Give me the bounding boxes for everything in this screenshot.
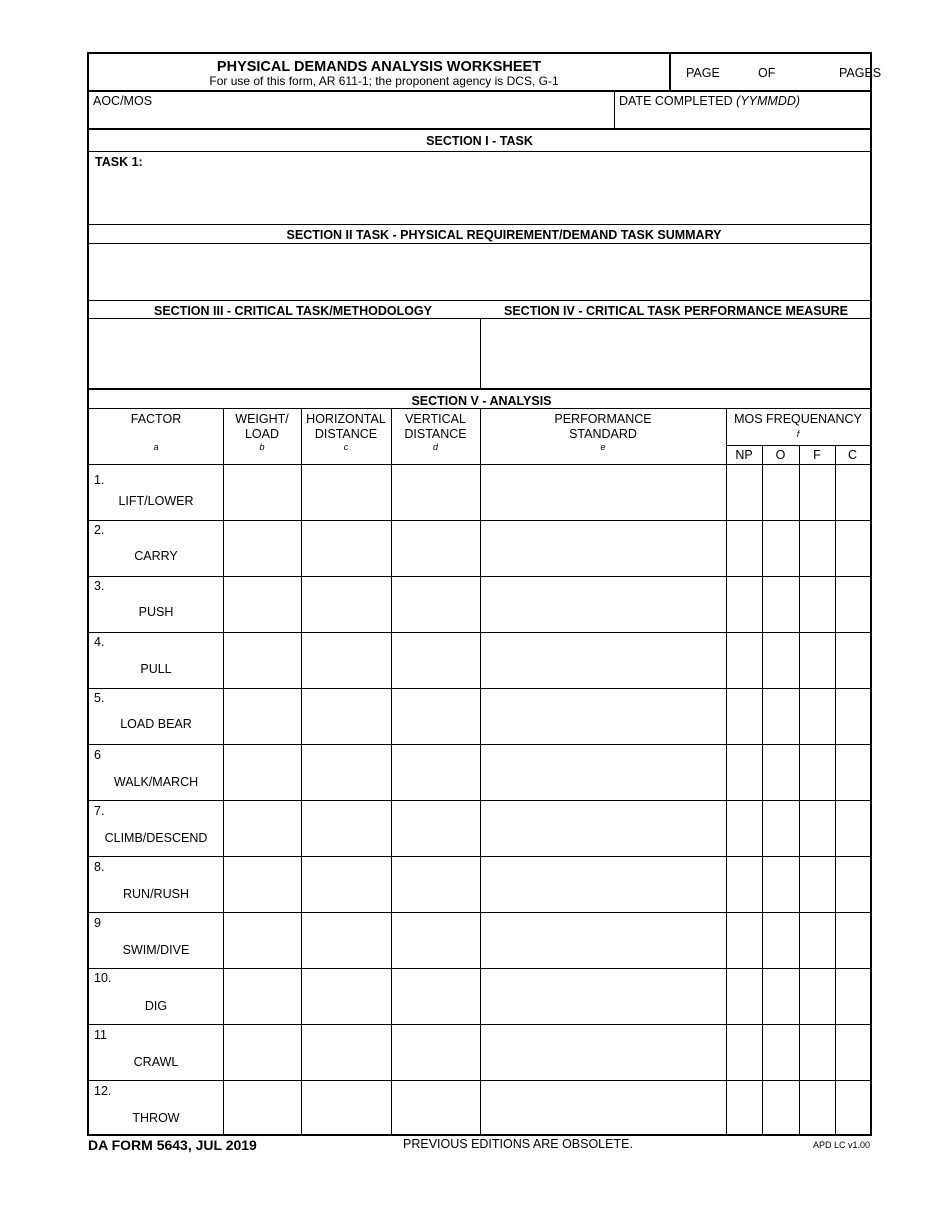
weight-letter: b <box>259 442 265 452</box>
o-header: O <box>775 448 786 462</box>
table-row <box>89 800 870 856</box>
page-label: PAGE <box>686 66 720 80</box>
weight-header <box>223 412 301 442</box>
horizontal-header-line2: DISTANCE <box>314 427 378 441</box>
table-row <box>89 968 870 1024</box>
table-row <box>89 688 870 744</box>
frequency-letter: f <box>796 429 800 439</box>
vertical-header <box>391 412 480 442</box>
form-subtitle: For use of this form, AR 611-1; the proponent agency is DCS, G-1 <box>209 74 559 88</box>
task-1-input[interactable] <box>149 154 864 172</box>
page-number-input[interactable] <box>725 62 755 82</box>
row-number: 4. <box>94 635 105 649</box>
section-4-title: SECTION IV - CRITICAL TASK PERFORMANCE MEASURE <box>504 304 848 318</box>
f-c-divider-header <box>835 445 836 464</box>
row-number: 3. <box>94 579 105 593</box>
weight-header-line1: WEIGHT/ <box>235 412 289 426</box>
factor-header: FACTOR <box>130 412 182 426</box>
task-summary-area[interactable] <box>93 248 866 296</box>
editions-notice: PREVIOUS EDITIONS ARE OBSOLETE. <box>403 1137 633 1151</box>
table-row <box>89 520 870 576</box>
form-title: PHYSICAL DEMANDS ANALYSIS WORKSHEET <box>216 59 542 75</box>
header-rule <box>89 90 870 92</box>
horizontal-header-line1: HORIZONTAL <box>306 412 386 426</box>
date-completed-input[interactable] <box>619 109 864 127</box>
worksheet-form <box>87 52 882 1136</box>
row-factor: LIFT/LOWER <box>118 494 194 508</box>
row-number: 8. <box>94 860 105 874</box>
vertical-letter: d <box>432 442 438 452</box>
analysis-rows <box>89 464 870 1136</box>
row-number: 9 <box>94 916 101 930</box>
aoc-date-divider <box>614 90 615 128</box>
table-row <box>89 1080 870 1136</box>
task-1-label: TASK 1: <box>95 155 143 169</box>
date-completed-label-wrap <box>619 94 800 108</box>
performance-header-line1: PERFORMANCE <box>554 412 652 426</box>
of-label: OF <box>758 66 776 80</box>
performance-header-line2: STANDARD <box>569 427 637 441</box>
total-pages-input[interactable] <box>779 62 829 82</box>
row-factor: CARRY <box>134 549 178 563</box>
header-divider <box>669 54 671 90</box>
row-factor: LOAD BEAR <box>120 717 192 731</box>
row-number: 5. <box>94 691 105 705</box>
aoc-rule <box>89 128 870 130</box>
row-factor: SWIM/DIVE <box>122 943 190 957</box>
row-factor: DIG <box>144 999 168 1013</box>
row-factor: CRAWL <box>133 1055 179 1069</box>
row-number: 10. <box>94 971 112 985</box>
section-3-top-rule <box>89 300 870 301</box>
row-number: 12. <box>94 1084 112 1098</box>
np-header: NP <box>735 448 753 462</box>
table-row <box>89 464 870 520</box>
factor-letter: a <box>153 442 159 452</box>
horizontal-letter: c <box>343 442 349 452</box>
section-2-top-rule <box>89 224 870 225</box>
row-factor: RUN/RUSH <box>123 887 189 901</box>
pages-label: PAGES <box>839 66 882 80</box>
row-number: 2. <box>94 523 105 537</box>
o-f-divider-header <box>799 445 800 464</box>
section-3-title: SECTION III - CRITICAL TASK/METHODOLOGY <box>153 304 432 318</box>
version-label: APD LC v1.00 <box>813 1140 871 1150</box>
row-number: 6 <box>94 748 101 762</box>
frequency-subheader-rule <box>726 445 870 446</box>
row-number: 1. <box>94 473 105 487</box>
table-row <box>89 744 870 800</box>
row-factor: CLIMB/DESCEND <box>104 831 208 845</box>
row-number: 7. <box>94 804 105 818</box>
section-1-title: SECTION I - TASK <box>426 134 533 148</box>
np-o-divider-header <box>762 445 763 464</box>
table-row <box>89 912 870 968</box>
vertical-header-line1: VERTICAL <box>405 412 466 426</box>
section-3-4-divider <box>480 318 481 388</box>
frequency-header: MOS FREQUENANCY <box>734 412 862 426</box>
date-format-hint: (YYMMDD) <box>736 94 801 108</box>
methodology-area[interactable] <box>93 322 476 384</box>
row-factor: THROW <box>132 1111 180 1125</box>
performance-header <box>480 412 726 442</box>
date-completed-label: DATE COMPLETED <box>619 94 733 108</box>
aoc-mos-input[interactable] <box>93 109 608 127</box>
section-5-top-rule <box>89 388 870 390</box>
vertical-header-line2: DISTANCE <box>404 427 467 441</box>
row-factor: PUSH <box>138 605 174 619</box>
aoc-mos-label: AOC/MOS <box>93 94 153 108</box>
f-header: F <box>813 448 821 462</box>
table-row <box>89 632 870 688</box>
table-row <box>89 856 870 912</box>
horizontal-header <box>301 412 391 442</box>
section-2-rule <box>89 243 870 244</box>
performance-letter: e <box>600 442 606 452</box>
form-id: DA FORM 5643, JUL 2019 <box>88 1137 257 1153</box>
row-number: 11 <box>94 1028 107 1042</box>
c-header: C <box>847 448 858 462</box>
table-row <box>89 576 870 632</box>
performance-measure-area[interactable] <box>485 322 866 384</box>
row-factor: WALK/MARCH <box>113 775 199 789</box>
section-1-rule <box>89 151 870 152</box>
section-2-title: SECTION II TASK - PHYSICAL REQUIREMENT/DEMAND TASK SUMMARY <box>286 228 722 242</box>
row-factor: PULL <box>140 662 172 676</box>
section-5-title: SECTION V - ANALYSIS <box>411 394 552 408</box>
weight-header-line2: LOAD <box>244 427 280 441</box>
table-row <box>89 1024 870 1080</box>
